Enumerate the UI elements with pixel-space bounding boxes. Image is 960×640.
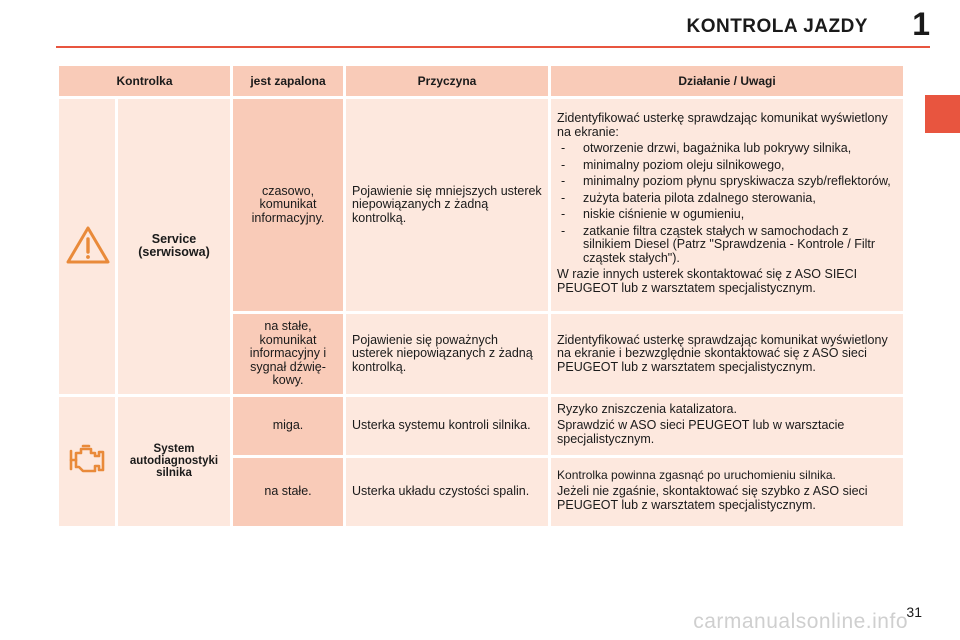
service-lamp-name bbox=[118, 99, 230, 394]
list-item: - zatkanie filtra cząstek stałych w samochodach z silnikiem Diesel (Patrz "Sprawdzenia - Kontrole / Filtr cząstek stałych"). bbox=[557, 225, 897, 266]
list-item: - minimalny poziom oleju silnikowego, bbox=[557, 159, 897, 173]
engine-state-2: na stałe. bbox=[233, 458, 343, 526]
engine-cause-1: Usterka systemu kontroli silnika. bbox=[346, 397, 548, 456]
service-action-2: Zidentyfikować usterkę sprawdzając komunikat wyświetlony na ekranie i bezwzględnie skontaktować się z ASO sieci PEUGEOT lub z warsztatem specjalistycznym. bbox=[551, 314, 903, 394]
engine-action-2a: Kontrolka powinna zgasnąć po uruchomieniu silnika. bbox=[557, 467, 836, 482]
engine-lamp-cell bbox=[59, 397, 115, 527]
service-name: Service bbox=[151, 231, 197, 246]
list-item: - zużyta bateria pilota zdalnego sterowania, bbox=[557, 192, 897, 206]
engine-action-2 bbox=[551, 458, 903, 526]
column-header-state: jest zapalona bbox=[233, 66, 343, 96]
engine-action-1 bbox=[551, 397, 903, 456]
service-cause-2: Pojawienie się poważnych usterek niepowiązanych z żadną kontrolką. bbox=[346, 314, 548, 394]
warning-lights-table bbox=[56, 63, 906, 529]
service-state-2: na stałe, komunikat informacyjny i sygnał dźwię-kowy. bbox=[233, 314, 343, 394]
header-divider bbox=[56, 46, 930, 48]
engine-action-2b: Jeżeli nie zgaśnie, skontaktować się szybko z ASO sieci PEUGEOT lub z warsztatem specjalistycznym. bbox=[557, 484, 868, 512]
chapter-tab bbox=[925, 95, 960, 133]
service-name-sub: (serwisowa) bbox=[138, 245, 210, 260]
page-title: KONTROLA JAZDY bbox=[686, 16, 868, 37]
list-item: - minimalny poziom płynu spryskiwacza szyb/reflektorów, bbox=[557, 175, 897, 189]
page-number: 31 bbox=[906, 604, 922, 620]
engine-cause-2: Usterka układu czystości spalin. bbox=[346, 458, 548, 526]
page-header bbox=[0, 0, 960, 52]
chapter-number: 1 bbox=[912, 6, 930, 42]
column-header-cause: Przyczyna bbox=[346, 66, 548, 96]
service-action-list bbox=[557, 142, 897, 265]
service-action-intro: Zidentyfikować usterkę sprawdzając komunikat wyświetlony na ekranie: bbox=[557, 111, 888, 139]
list-item: - niskie ciśnienie w ogumieniu, bbox=[557, 208, 897, 222]
table-row bbox=[59, 99, 903, 311]
service-cause-1: Pojawienie się mniejszych usterek niepowiązanych z żadną kontrolką. bbox=[346, 99, 548, 311]
service-state-1: czasowo, komunikat informacyjny. bbox=[233, 99, 343, 311]
list-item: - otworzenie drzwi, bagażnika lub pokrywy silnika, bbox=[557, 142, 897, 156]
engine-action-1a: Ryzyko zniszczenia katalizatora. bbox=[557, 401, 737, 416]
engine-lamp-name: System autodiagnostyki silnika bbox=[118, 397, 230, 527]
service-action-outro: W razie innych usterek skontaktować się z ASO SIECI PEUGEOT lub z warsztatem specjalistycznym. bbox=[557, 267, 858, 295]
column-header-lamp: Kontrolka bbox=[59, 66, 230, 96]
watermark: carmanualsonline.info bbox=[693, 610, 908, 633]
service-action-1 bbox=[551, 99, 903, 311]
table-header-row bbox=[59, 66, 903, 96]
engine-icon bbox=[65, 443, 109, 477]
table-row bbox=[59, 397, 903, 456]
engine-state-1: miga. bbox=[233, 397, 343, 456]
service-lamp-cell bbox=[59, 99, 115, 394]
warning-triangle-icon bbox=[65, 225, 111, 265]
engine-action-1b: Sprawdzić w ASO sieci PEUGEOT lub w warsztacie specjalistycznym. bbox=[557, 418, 845, 446]
column-header-action: Działanie / Uwagi bbox=[551, 66, 903, 96]
